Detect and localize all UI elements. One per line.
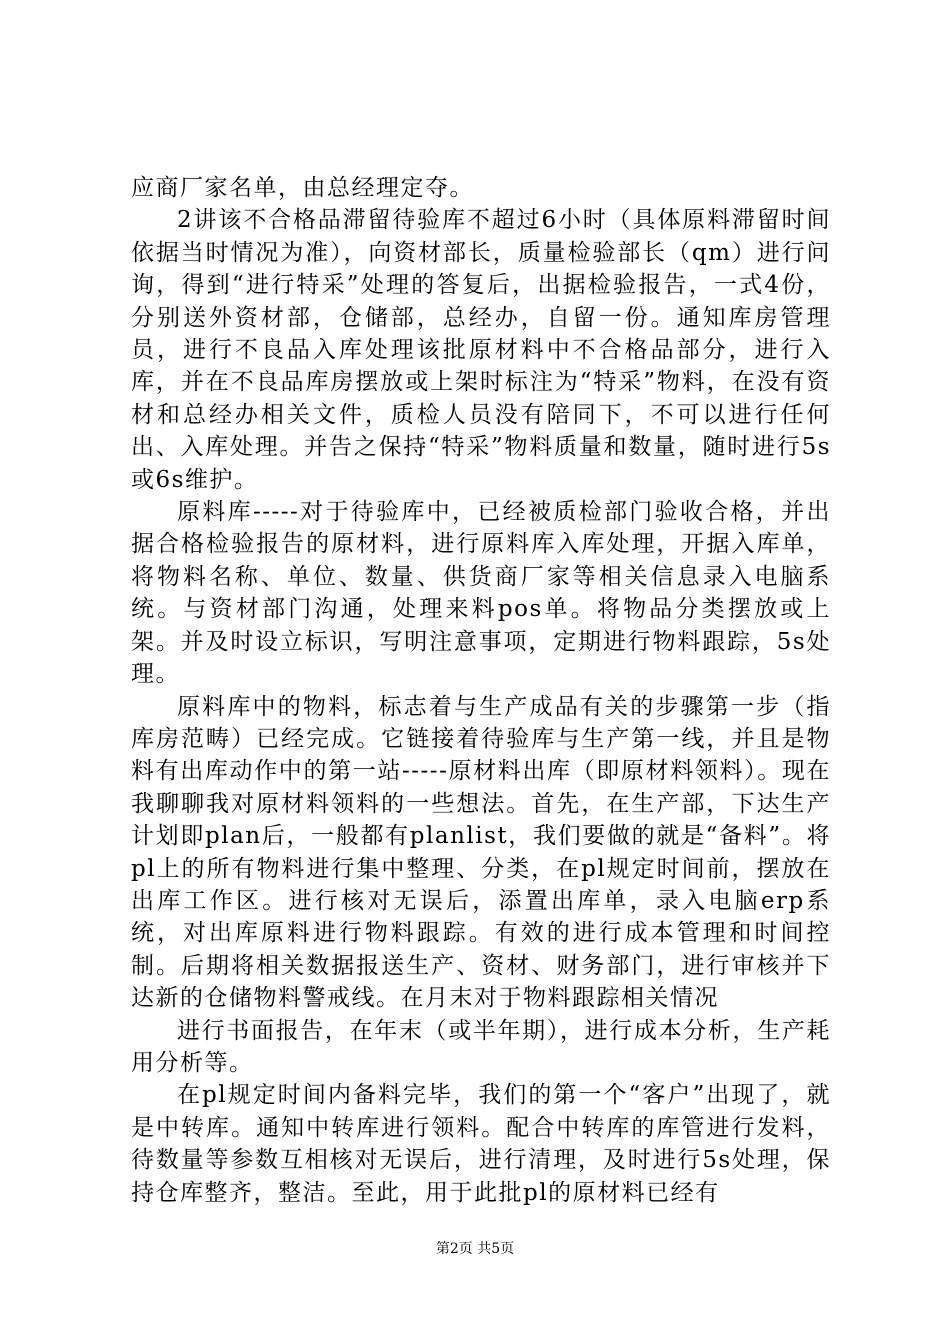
paragraph-continuation: 应商厂家名单，由总经理定夺。: [131, 175, 474, 201]
paragraph-material-issue: 原料库中的物料，标志着与生产成品有关的步骤第一步（指库房范畴）已经完成。它链接着待验库与生产第一线，并且是物料有出库动作中的第一站-----原材料出库（即原材料领料）。现在我聊聊我对原材料领料的一些想法。首先，在生产部，下达生产计划即plan后，一般都有planlist，我们要做的就是“备料”。将pl上的所有物料进行集中整理、分类，在pl规定时间前，摆放在出库工作区。进行核对无误后，添置出库单，录入电脑erp系统，对出库原料进行物料跟踪。有效的进行成本管理和时间控制。后期将相关数据报送生产、资材、财务部门，进行审核并下达新的仓储物料警戒线。在月末对于物料跟踪相关情况: [131, 693, 831, 1012]
page-number: 第2页: [435, 1241, 473, 1257]
page-total: 共5页: [477, 1241, 515, 1257]
paragraph-written-report: 进行书面报告，在年末（或半年期），进行成本分析，生产耗用分析等。: [131, 1017, 831, 1076]
document-body: [131, 172, 831, 1209]
page-footer: [0, 1240, 950, 1258]
paragraph-nonconforming-material: 2讲该不合格品滞留待验库不超过6小时（具体原料滞留时间依据当时情况为准），向资材部长，质量检验部长（qm）进行问询，得到“进行特采”处理的答复后，出据检验报告，一式4份，分别送外资材部，仓储部，总经办，自留一份。通知库房管理员，进行不良品入库处理该批原材料中不合格品部分，进行入库，并在不良品库房摆放或上架时标注为“特采”物料，在没有资材和总经办相关文件，质检人员没有陪同下，不可以进行任何出、入库处理。并告之保持“特采”物料质量和数量，随时进行5s或6s维护。: [131, 207, 831, 493]
paragraph-transfer-warehouse: 在pl规定时间内备料完毕，我们的第一个“客户”出现了，就是中转库。通知中转库进行领料。配合中转库的库管进行发料，待数量等参数互相核对无误后，进行清理，及时进行5s处理，保持仓库整齐，整洁。至此，用于此批pl的原材料已经有: [131, 1082, 831, 1206]
paragraph-raw-material-warehouse: 原料库-----对于待验库中，已经被质检部门验收合格，并出据合格检验报告的原材料，进行原料库入库处理，开据入库单，将物料名称、单位、数量、供货商厂家等相关信息录入电脑系统。与资材部门沟通，处理来料pos单。将物品分类摆放或上架。并及时设立标识，写明注意事项，定期进行物料跟踪，5s处理。: [131, 499, 831, 688]
